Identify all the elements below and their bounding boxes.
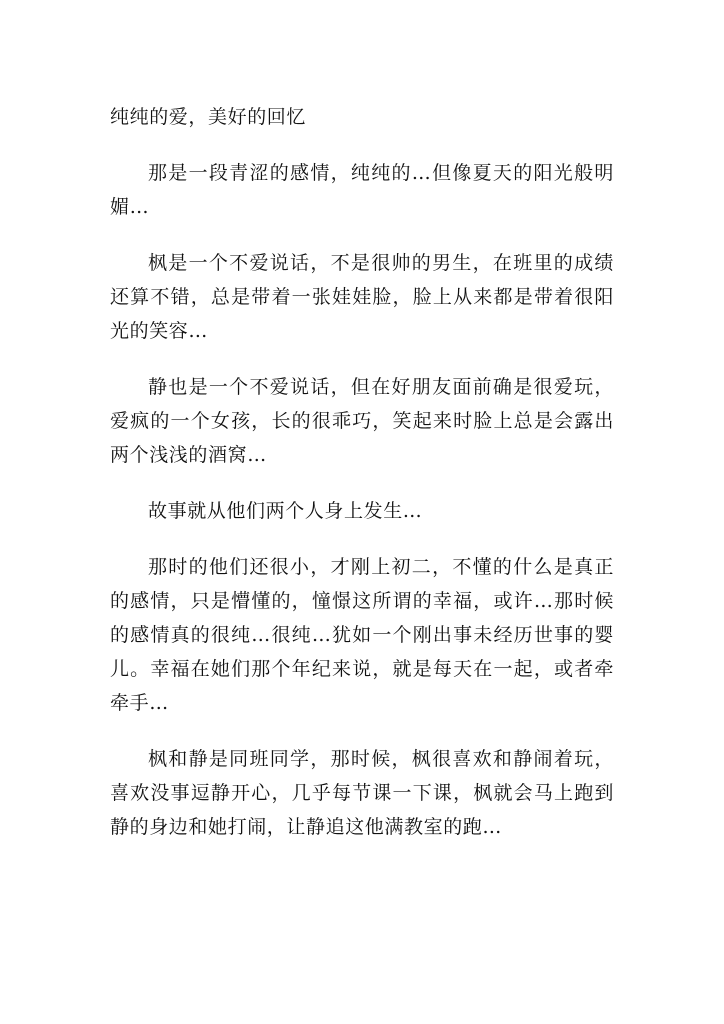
paragraph-6: 枫和静是同班同学，那时候，枫很喜欢和静闹着玩，喜欢没事逗静开心，几乎每节课一下课，枫就会马上跑到静的身边和她打闹，让静追这他满教室的跑… [110,748,614,838]
paragraph-2: 枫是一个不爱说话，不是很帅的男生，在班里的成绩还算不错，总是带着一张娃娃脸，脸上从来都是带着很阳光的笑容… [110,252,614,342]
paragraph-3: 静也是一个不爱说话，但在好朋友面前确是很爱玩，爱疯的一个女孩，长的很乖巧，笑起来时脸上总是会露出两个浅浅的酒窝… [110,376,614,466]
document-body [110,100,614,866]
paragraph-4: 故事就从他们两个人身上发生… [148,500,423,522]
paragraph-5: 那时的他们还很小，才刚上初二，不懂的什么是真正的感情，只是懵懂的，憧憬这所谓的幸福，或许…那时候的感情真的很纯…很纯…犹如一个刚出事未经历世事的婴儿。幸福在她们那个年纪来说，就是每天在一起，或者牵牵手… [110,556,614,714]
paragraph-1: 那是一段青涩的感情，纯纯的…但像夏天的阳光般明媚… [110,162,614,218]
document-title: 纯纯的爱，美好的回忆 [110,106,307,128]
